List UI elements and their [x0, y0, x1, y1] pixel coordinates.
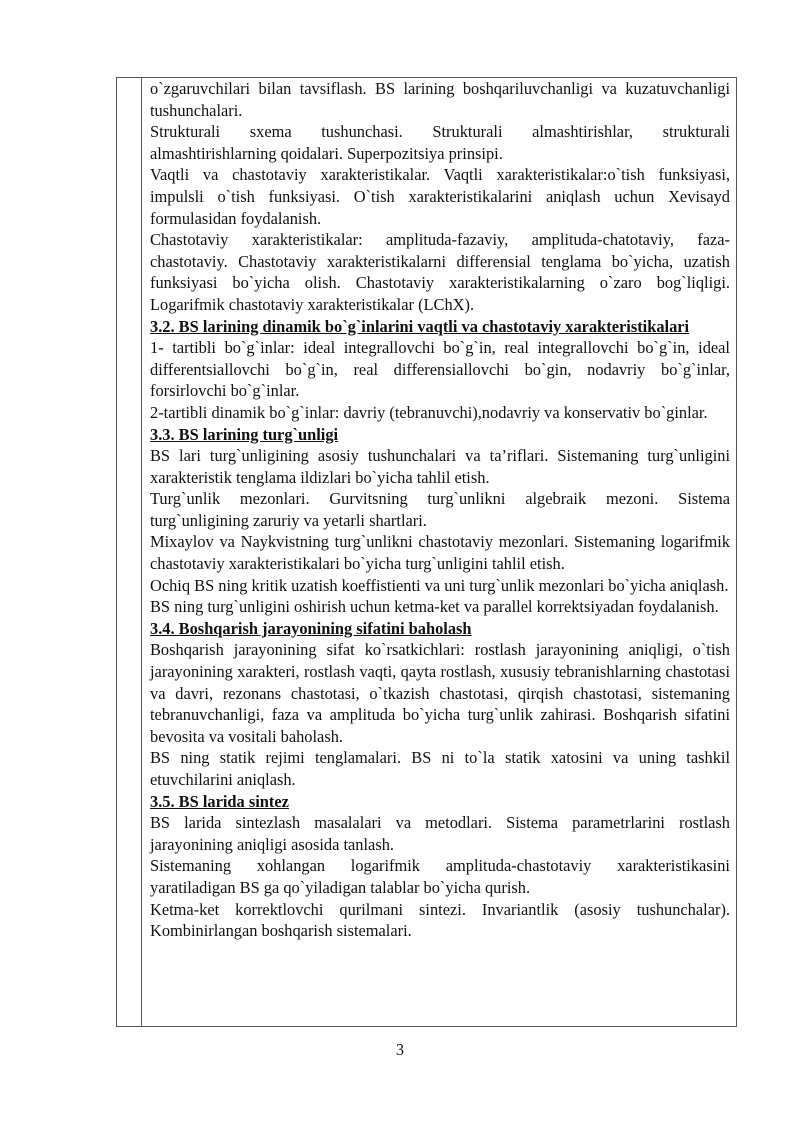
table-frame: [116, 77, 737, 1027]
paragraph: 2-tartibli dinamik bo`g`inlar: davriy (tebranuvchi),nodavriy va konservativ bo`ginlar.: [150, 402, 708, 422]
paragraph: Turg`unlik mezonlari. Gurvitsning turg`unlikni algebraik mezoni. Sistema turg`unligining zaruriy va yetarli shartlari.: [150, 489, 730, 530]
left-column: [117, 78, 142, 1026]
paragraph: Ketma-ket korrektlovchi qurilmani sintezi. Invariantlik (asosiy tushunchalar). Kombinirlangan boshqarish sistemalari.: [150, 899, 730, 941]
page-number: 3: [395, 1040, 405, 1059]
section-heading-3-3: 3.3. BS larining turg`unligi: [150, 424, 339, 444]
paragraph: Ochiq BS ning kritik uzatish koeffistienti va uni turg`unlik mezonlari bo`yicha aniqlash.: [150, 575, 729, 595]
paragraph: BS ning statik rejimi tenglamalari. BS ni to`la statik xatosini va uning tashkil etuvchilarini aniqlash.: [150, 748, 730, 789]
paragraph: Vaqtli va chastotaviy xarakteristikalar. Vaqtli xarakteristikalar:o`tish funksiyasi, impulsli o`tish funksiyasi. O`tish xarakteristikalarini aniqlash uchun Xevisayd formulasidan foydalanish.: [150, 165, 730, 228]
paragraph: Sistemaning xohlangan logarifmik amplituda-chastotaviy xarakteristikasini yaratiladigan BS ga qo`yiladigan talablar bo`yicha qurish.: [150, 856, 730, 897]
paragraph: Boshqarish jarayonining sifat ko`rsatkichlari: rostlash jarayonining aniqligi, o`tish jarayonining xarakteri, rostlash vaqti, qayta rostlash, xususiy tebranishlarning chastotasi va davri, rezonans chastotasi, o`tkazish chastotasi, qirqish chastotasi, sistemaning tebranuvchanligi, faza va amplituda bo`yicha turg`unlik zahirasi. Boshqarish sifatini bevosita va vositali baholash.: [150, 640, 730, 746]
paragraph: BS larida sintezlash masalalari va metodlari. Sistema parametrlarini rostlash jarayonining aniqligi asosida tanlash.: [150, 813, 730, 854]
section-heading-3-2: 3.2. BS larining dinamik bo`g`inlarini vaqtli va chastotaviy xarakteristikalari: [150, 316, 690, 336]
paragraph: BS ning turg`unligini oshirish uchun ketma-ket va parallel korrektsiyadan foydalanish.: [150, 597, 719, 617]
paragraph: o`zgaruvchilari bilan tavsiflash. BS larining boshqariluvchanligi va kuzatuvchanligi tushunchalari.: [150, 79, 730, 120]
section-heading-3-5: 3.5. BS larida sintez: [150, 791, 289, 811]
paragraph: 1- tartibli bo`g`inlar: ideal integrallovchi bo`g`in, real integrallovchi bo`g`in, ideal differentsiallovchi bo`g`in, real differensiallovchi bo`gin, nodavriy bo`g`inlar, forsirlovchi bo`g`inlar.: [150, 338, 730, 401]
paragraph: Strukturali sxema tushunchasi. Strukturali almashtirishlar, strukturali almashtirishlarning qoidalari. Superpozitsiya prinsipi.: [150, 122, 730, 163]
paragraph: Mixaylov va Naykvistning turg`unlikni chastotaviy mezonlari. Sistemaning logarifmik chastotaviy xarakteristikalari bo`yicha turg`unligini tahlil etish.: [150, 532, 730, 574]
section-heading-3-4: 3.4. Boshqarish jarayonining sifatini baholash: [150, 618, 472, 638]
content-cell: [150, 78, 730, 942]
paragraph: BS lari turg`unligining asosiy tushunchalari va ta’riflari. Sistemaning turg`unligini xarakteristik tenglama ildizlari bo`yicha tahlil etish.: [150, 446, 730, 487]
paragraph: Chastotaviy xarakteristikalar: amplituda-fazaviy, amplituda-chatotaviy, faza-chastotaviy. Chastotaviy xarakteristikalarni differensial tenglama bo`yicha, uzatish funksiyasi bo`yicha olish. Chastotaviy xarakteristikalarning o`zaro bog`liqligi. Logarifmik chastotaviy xarakteristikalar (LChX).: [150, 230, 730, 314]
